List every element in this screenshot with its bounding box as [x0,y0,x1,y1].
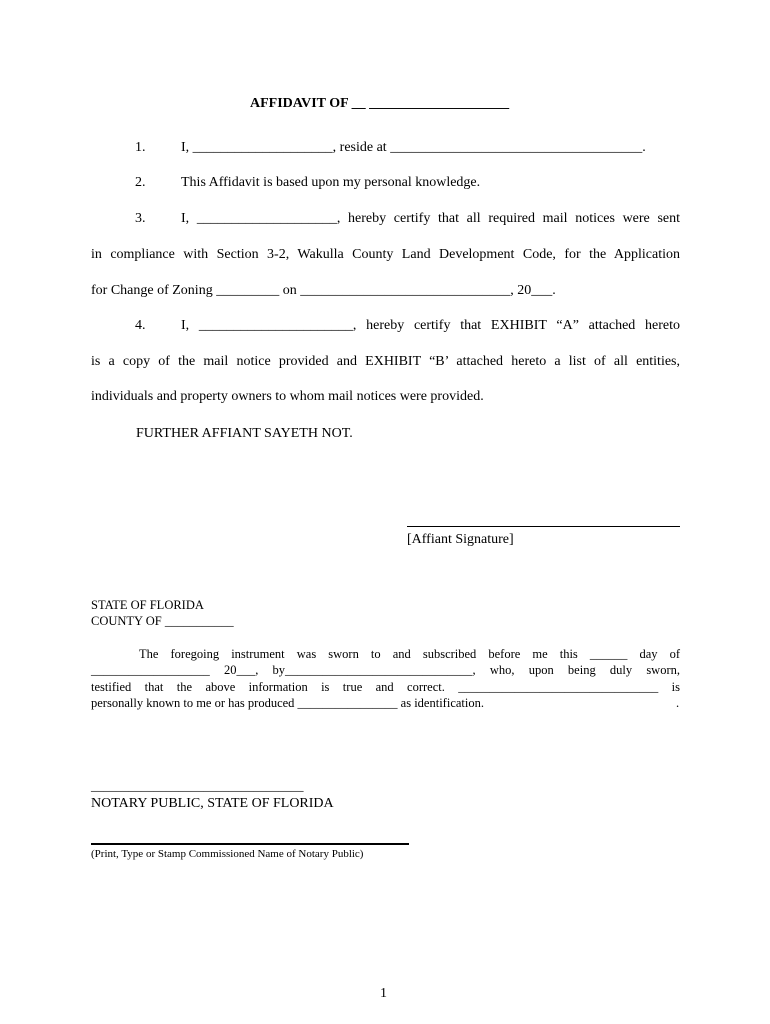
jurat-line-2: ___________________ 20___, by______________________________, who, upon being duly sworn, [91,663,680,677]
item-4-last-line: individuals and property owners to whom mail notices were provided. [91,389,484,404]
jurat-line-1: The foregoing instrument was sworn to and subscribed before me this ______ day of [139,647,680,661]
document-title: AFFIDAVIT OF __ ____________________ [250,96,510,111]
jurat-line-4-period: . [676,696,680,710]
item-3-continuation: in compliance with Section 3-2, Wakulla County Land Development Code, for the Application [91,247,680,262]
notary-signature-line: __________________________________ [91,779,304,793]
item-4-continuation: is a copy of the mail notice provided and EXHIBIT “B’ attached hereto a list of all entities, [91,354,680,369]
notary-title: NOTARY PUBLIC, STATE OF FLORIDA [91,796,334,811]
notary-name-line [91,843,409,845]
item-4-text: I, ______________________, hereby certify that EXHIBIT “A” attached hereto [181,318,680,333]
county-line: COUNTY OF ___________ [91,614,234,628]
page-number: 1 [380,986,387,1001]
item-4-number: 4. [135,318,146,333]
jurat-line-4: personally known to me or has produced ________________ as identification. [91,696,484,710]
item-3-text: I, ____________________, hereby certify that all required mail notices were sent [181,211,680,226]
item-2-text: This Affidavit is based upon my personal knowledge. [181,175,481,190]
jurat-line-3: testified that the above information is true and correct. ________________________________ is [91,680,680,694]
item-2-number: 2. [135,175,146,190]
state-line: STATE OF FLORIDA [91,598,204,612]
affiant-signature-line [407,526,680,527]
item-1-number: 1. [135,140,146,155]
notary-name-label: (Print, Type or Stamp Commissioned Name of Notary Public) [91,848,364,860]
item-3-last-line: for Change of Zoning _________ on ______________________________, 20___. [91,283,556,298]
item-3-number: 3. [135,211,146,226]
further-affiant-line: FURTHER AFFIANT SAYETH NOT. [136,426,353,441]
affiant-signature-label: [Affiant Signature] [407,532,514,547]
item-1-text: I, ____________________, reside at ____________________________________. [181,140,646,155]
